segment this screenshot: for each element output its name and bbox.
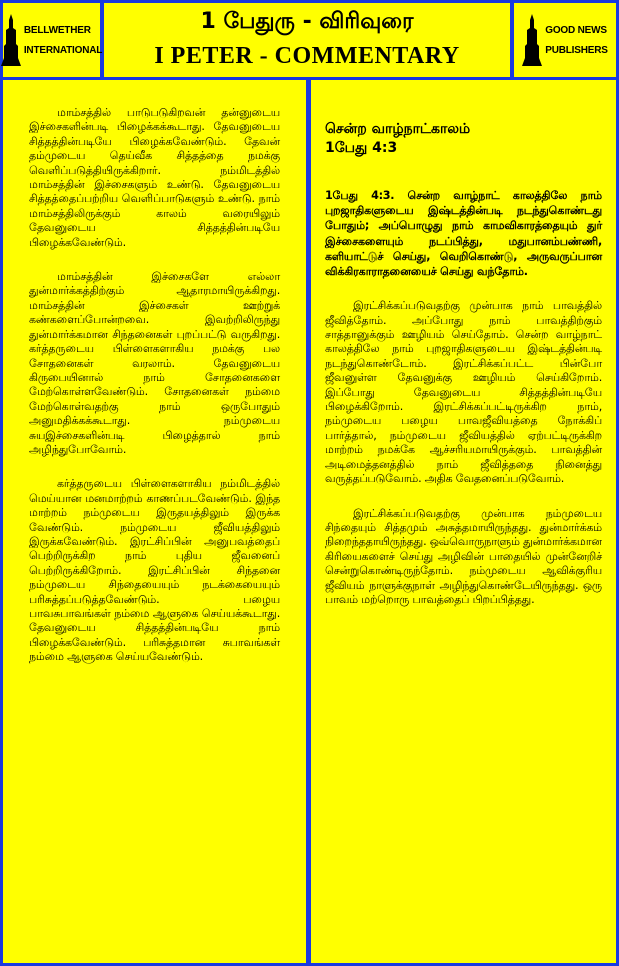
section-title-line1: சென்ற வாழ்நாட்காலம் — [325, 121, 471, 137]
logo-right-line2: PUBLISHERS — [545, 44, 608, 56]
right-paragraph: இரட்சிக்கப்படுவதற்கு முன்பாக நாம் பாவத்தில் ஜீவித்தோம். அப்போது நாம் பாவத்திற்கும் சாத்தானுக்கும் ஊழியம் செய்தோம். சென்ற வாழ்நாட் காலத்திலே நாம் புறஜாதிகளுடைய இஷ்டத்தின்படி நடந்துகொண்டோம். இரட்சிக்கப்பட்ட பின்போ ஜீவனுள்ள தேவனுக்கு ஊழியம் செய்கிறோம். இப்போது தேவனுடைய சித்தத்தின்படியே பிழைக்கிறோம். இரட்சிக்கப்பட்டிருக்கிற நாம், நம்முடைய பழைய பாவஜீவியத்தை நோக்கிப் பார்த்தால், நம்முடைய ஜீவியத்தில் ஏற்பட்டிருக்கிற மாற்றம் நமக்கே ஆச்சரியமாயிருக்கும். பாவத்தின் அடிமைத்தனத்தில் நாம் ஜீவித்ததை நினைத்து வருத்தப்படுவோம். அதிக வேதனைப்படுவோம். — [325, 299, 602, 486]
section-title-line2: 1பேது 4:3 — [325, 140, 398, 156]
left-paragraph: மாம்சத்தின் இச்சைகளே எல்லா துன்மார்க்கத்திற்கும் ஆதாரமாயிருக்கிறது. மாம்சத்தின் இச்சைகள் ஊற்றுக் கண்களைப்போன்றவை. இவற்றிலிருந்து துன்மார்க்கமான சிந்தனைகள் புறப்பட்டு வருகிறது. கர்த்தருடைய பிள்ளைகளாகிய நமக்கு பல சோதனைகள் வரலாம். தேவனுடைய கிருபையினால் நாம் சோதனைகளை மேற்கொள்ளவேண்டும். சோதனைகள் நம்மை மேற்கொள்வதற்கு நாம் ஒருபோதும் அனுமதிக்கக்கூடாது. நம்முடைய சுயஇச்சைகளின்படி பிழைத்தால் நாம் அழிந்துபோவோம். — [29, 270, 280, 456]
bellwether-logo — [3, 3, 103, 77]
left-paragraph: மாம்சத்தில் பாடுபடுகிறவன் தன்னுடைய இச்சைகளின்படி பிழைக்கக்கூடாது. தேவனுடைய சித்தத்தின்படியே பிழைக்கவேண்டும். தேவன் தம்முடைய தெய்வீக சித்தத்தை நமக்கு வெளிப்படுத்தியிருக்கிறார். நம்மிடத்தில் மாம்சத்தின் இச்சைகளும் உண்டு. தேவனுடைய சித்தத்தைப்பற்றிய வெளிப்பாடுகளும் உண்டு. நாம் மாம்சத்திலிருக்கும் காலம் வரையிலும் தேவனுடைய சித்தத்தின்படியே பிழைக்கவேண்டும். — [29, 106, 280, 249]
header-title-box — [104, 3, 510, 77]
bell-tower-icon — [522, 14, 542, 66]
bell-tower-icon — [1, 14, 21, 66]
left-column — [3, 80, 306, 963]
page-title-tamil: 1 பேதுரு - விரிவுரை — [200, 9, 414, 34]
right-column — [311, 80, 616, 963]
left-paragraph: கர்த்தருடைய பிள்ளைகளாகிய நம்மிடத்தில் மெய்யான மனமாற்றம் காணப்படவேண்டும். இந்த மாற்றம் நம்முடைய இருதயத்திலும் இருக்க வேண்டும். நம்முடைய ஜீவியத்திலும் இருக்கவேண்டும். இரட்சிப்பின் அனுபவத்தைப் பெற்றிருக்கிற நாம் புதிய ஜீவனைப் பெற்றிருக்கிறோம். இரட்சிப்பின் சிந்தனை நம்முடைய சிந்தையையும் நடக்கையையும் பரிசுத்தப்படுத்தவேண்டும். பழைய பாவசுபாவங்கள் நம்மை ஆளுகை செய்யக்கூடாது. தேவனுடைய சித்தத்தின்படியே நாம் பிழைக்கவேண்டும். பரிசுத்தமான சுபாவங்கள் நம்மை ஆளுகை செய்யவேண்டும். — [29, 477, 280, 664]
section-heading — [325, 120, 602, 158]
right-paragraph: இரட்சிக்கப்படுவதற்கு முன்பாக நம்முடைய சிந்தையும் சித்தமும் அசுத்தமாயிருந்தது. துன்மார்க்கம் நிறைந்ததாயிருந்தது. ஒவ்வொருநாளும் துன்மார்க்கமான கிரியைகளைச் செய்து அழிவின் பாதையில் முன்னேறிச் சென்றுகொண்டிருந்தோம். நம்முடைய ஆவிக்குரிய ஜீவியம் நாளுக்குநாள் அழிந்துகொண்டேயிருந்தது. ஒரு பாவம் மற்றொரு பாவத்தைப் பிறப்பித்தது. — [325, 506, 602, 606]
logo-left-line1: BELLWETHER — [23, 24, 91, 36]
scripture-verse: 1பேது 4:3. சென்ற வாழ்நாட் காலத்திலே நாம் புறஜாதிகளுடைய இஷ்டத்தின்படி நடந்துகொண்டது போதும்; அப்பொழுது நாம் காமவிகாரத்தையும் துர் இச்சைகளையும் நடப்பித்து, மதுபானம்பண்ணி, களியாட்டுச் செய்து, வெறிகொண்டு, அருவருப்பான விக்கிரகாராதனையைச் செய்து வந்தோம். — [325, 189, 602, 279]
page-title-english: I PETER - COMMENTARY — [154, 43, 460, 69]
logo-left-line2: INTERNATIONAL — [23, 44, 103, 56]
good-news-publishers-logo — [514, 3, 616, 77]
logo-right-line1: GOOD NEWS — [545, 24, 607, 36]
